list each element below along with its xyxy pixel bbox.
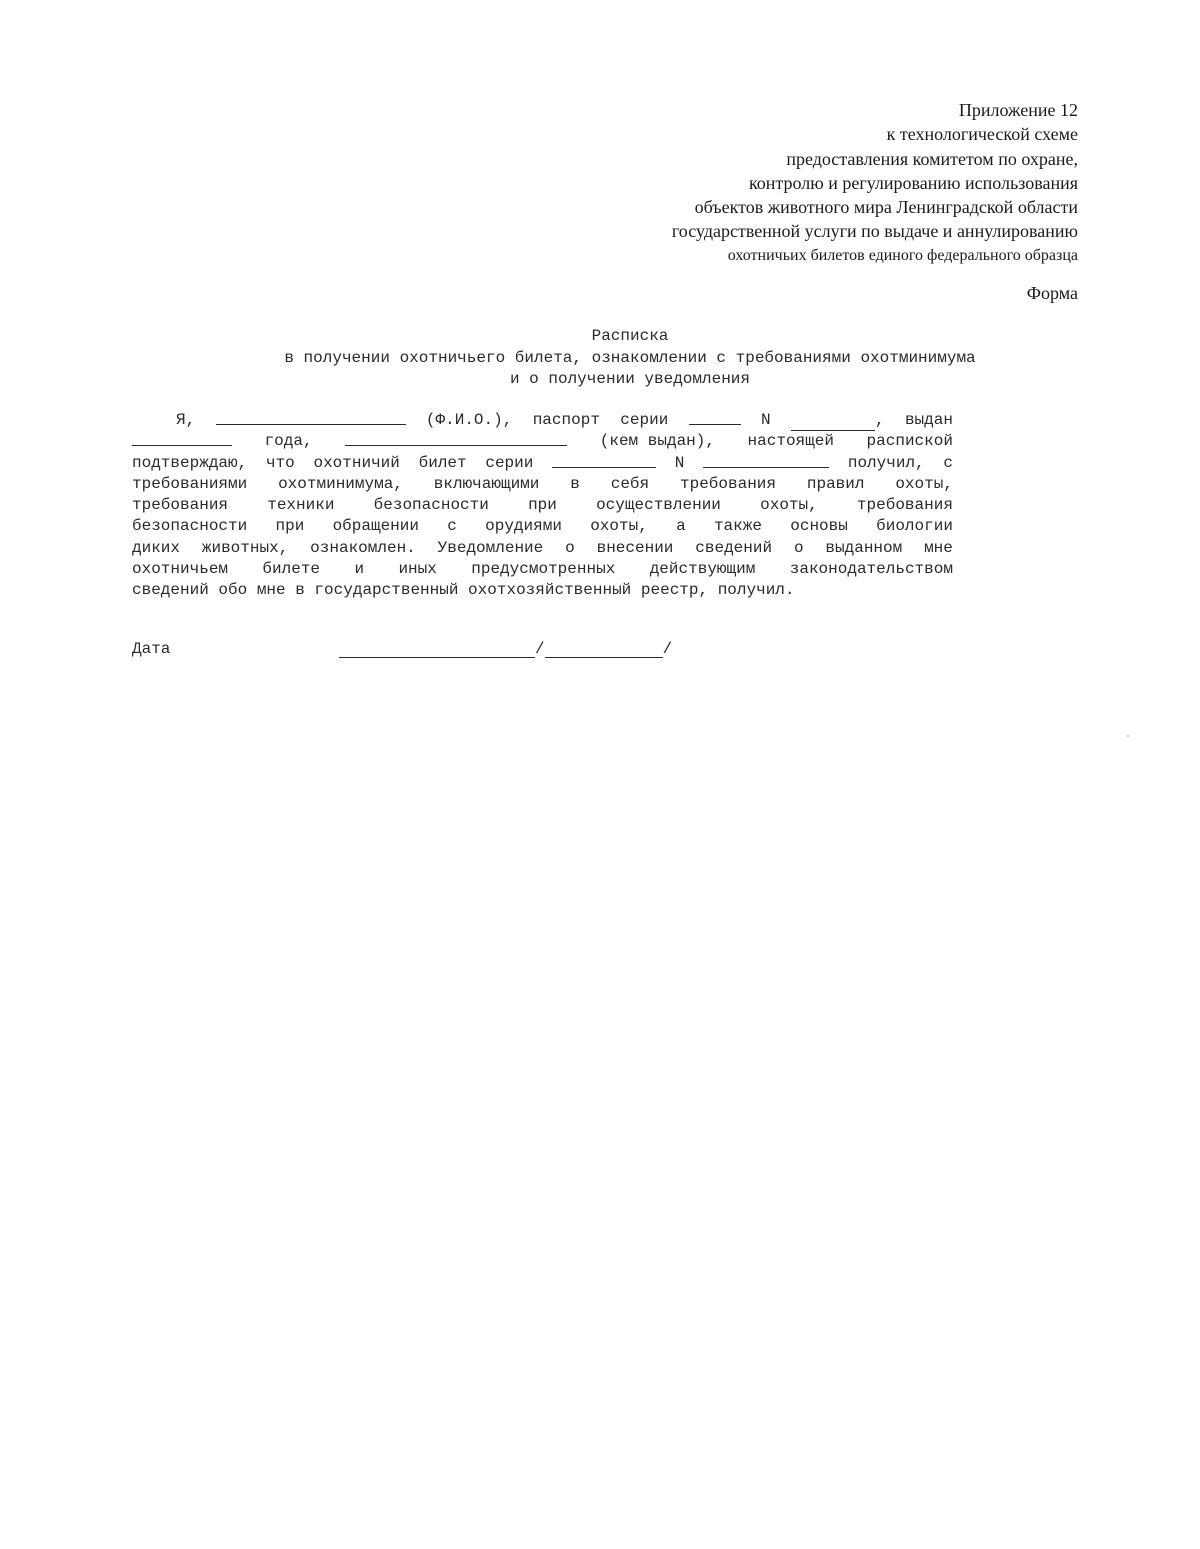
issue-date-blank[interactable] bbox=[132, 431, 232, 446]
body-word: с bbox=[447, 517, 457, 536]
body-word: N bbox=[761, 411, 771, 429]
body-word: предусмотренных bbox=[471, 560, 616, 579]
body-word: безопасности bbox=[373, 496, 489, 515]
body-row bbox=[132, 516, 953, 537]
body-word: серии bbox=[485, 453, 534, 472]
body-word: внесении bbox=[596, 538, 674, 557]
body-word: о bbox=[565, 538, 575, 557]
passport-number-group bbox=[791, 410, 885, 431]
body-word: действующим bbox=[649, 560, 756, 579]
body-word: требования bbox=[679, 474, 776, 493]
body-word: иных bbox=[398, 560, 437, 579]
body-word: включающими bbox=[433, 474, 540, 493]
body-word: о bbox=[793, 538, 804, 557]
body-word: , bbox=[874, 411, 885, 429]
body-last-line: сведений обо мне в государственный охотхозяйственный реестр, получил. bbox=[132, 581, 795, 600]
fio-blank[interactable] bbox=[216, 410, 406, 425]
body-word: охотничьем bbox=[132, 560, 229, 579]
appendix-header bbox=[478, 98, 1078, 268]
body-word: (Ф.И.О.), bbox=[425, 411, 513, 429]
body-word: получил, bbox=[847, 453, 925, 472]
title-line-2: в получении охотничьего билета, ознакомлении с требованиями охотминимума bbox=[284, 348, 976, 367]
body-row bbox=[132, 559, 953, 580]
ticket-number-blank[interactable] bbox=[703, 453, 829, 468]
slash-separator: / bbox=[535, 640, 545, 658]
body-word: осуществлении bbox=[596, 496, 721, 515]
body-word: биологии bbox=[876, 517, 953, 536]
body-word: основы bbox=[790, 517, 848, 536]
body-word: а bbox=[676, 517, 686, 536]
body-word: требованиями bbox=[132, 474, 248, 493]
header-line: Приложение 12 bbox=[958, 100, 1078, 120]
body-word: серии bbox=[620, 411, 669, 429]
body-word: безопасности bbox=[132, 517, 248, 536]
receipt-body bbox=[132, 410, 953, 602]
form-label: Форма bbox=[1026, 283, 1078, 303]
body-word: билете bbox=[262, 560, 321, 579]
issued-by-blank[interactable] bbox=[345, 431, 567, 446]
body-word: охотминимума, bbox=[278, 474, 403, 493]
header-line: объектов животного мира Ленинградской области bbox=[694, 197, 1078, 218]
body-row bbox=[132, 453, 953, 474]
document-title bbox=[130, 326, 1130, 391]
header-line: к технологической схеме bbox=[886, 124, 1078, 145]
date-label: Дата bbox=[132, 640, 171, 658]
body-word: охоты, bbox=[760, 496, 818, 515]
body-word: требования bbox=[132, 496, 229, 515]
body-word: правил bbox=[806, 474, 865, 493]
body-word: обращении bbox=[332, 517, 419, 536]
body-word: мне bbox=[924, 538, 953, 557]
body-word: N bbox=[674, 453, 685, 472]
body-word: диких bbox=[132, 538, 181, 557]
header-line: охотничьих билетов единого федерального образца bbox=[727, 246, 1078, 264]
header-line: предоставления комитетом по охране, bbox=[786, 148, 1078, 169]
body-word: года, bbox=[264, 432, 313, 451]
body-word: что bbox=[265, 453, 295, 472]
body-word: законодательством bbox=[789, 560, 953, 579]
body-word: при bbox=[275, 517, 305, 536]
body-word: настоящей bbox=[747, 432, 834, 451]
body-word: выданном bbox=[825, 538, 903, 557]
signature-line bbox=[339, 640, 672, 658]
header-line: контролю и регулированию использования bbox=[748, 172, 1078, 193]
body-word: сведений bbox=[695, 538, 773, 557]
body-word: требования bbox=[856, 496, 953, 515]
body-row bbox=[132, 538, 953, 559]
body-word: с bbox=[943, 453, 953, 472]
body-word: распиской bbox=[866, 432, 953, 451]
passport-number-blank[interactable] bbox=[791, 416, 875, 431]
header-line: государственной услуги по выдаче и аннулированию bbox=[671, 221, 1078, 242]
body-word: орудиями bbox=[485, 517, 562, 536]
title-line-3: и о получении уведомления bbox=[509, 370, 751, 388]
body-row bbox=[132, 495, 953, 516]
signature-blank[interactable] bbox=[339, 643, 535, 658]
body-word: животных, bbox=[201, 538, 289, 557]
body-word: охоты, bbox=[590, 517, 648, 536]
passport-series-blank[interactable] bbox=[689, 410, 741, 425]
name-decoding-blank[interactable] bbox=[545, 643, 663, 658]
ticket-series-blank[interactable] bbox=[552, 453, 656, 468]
body-word: охоты, bbox=[895, 474, 953, 493]
body-word: в bbox=[570, 474, 580, 493]
body-word: подтверждаю, bbox=[132, 453, 248, 472]
scan-speck bbox=[1127, 735, 1129, 737]
body-word: при bbox=[528, 496, 557, 515]
body-word: себя bbox=[610, 474, 650, 493]
body-row bbox=[132, 431, 953, 452]
body-word: и bbox=[354, 560, 365, 579]
body-row bbox=[132, 580, 953, 601]
body-word: паспорт bbox=[532, 411, 600, 429]
body-word: также bbox=[713, 517, 762, 536]
body-word: техники bbox=[267, 496, 335, 515]
body-word: Я, bbox=[176, 411, 196, 429]
title-line-1: Расписка bbox=[591, 327, 669, 345]
body-word: ознакомлен. bbox=[310, 538, 416, 557]
body-word: охотничий bbox=[313, 453, 400, 472]
body-word: (кем выдан), bbox=[599, 432, 715, 451]
body-row bbox=[132, 474, 953, 495]
body-word: Уведомление bbox=[437, 538, 544, 557]
body-row bbox=[132, 410, 953, 431]
slash-separator: / bbox=[662, 640, 673, 658]
body-word: билет bbox=[418, 453, 467, 472]
body-word: выдан bbox=[904, 411, 953, 429]
